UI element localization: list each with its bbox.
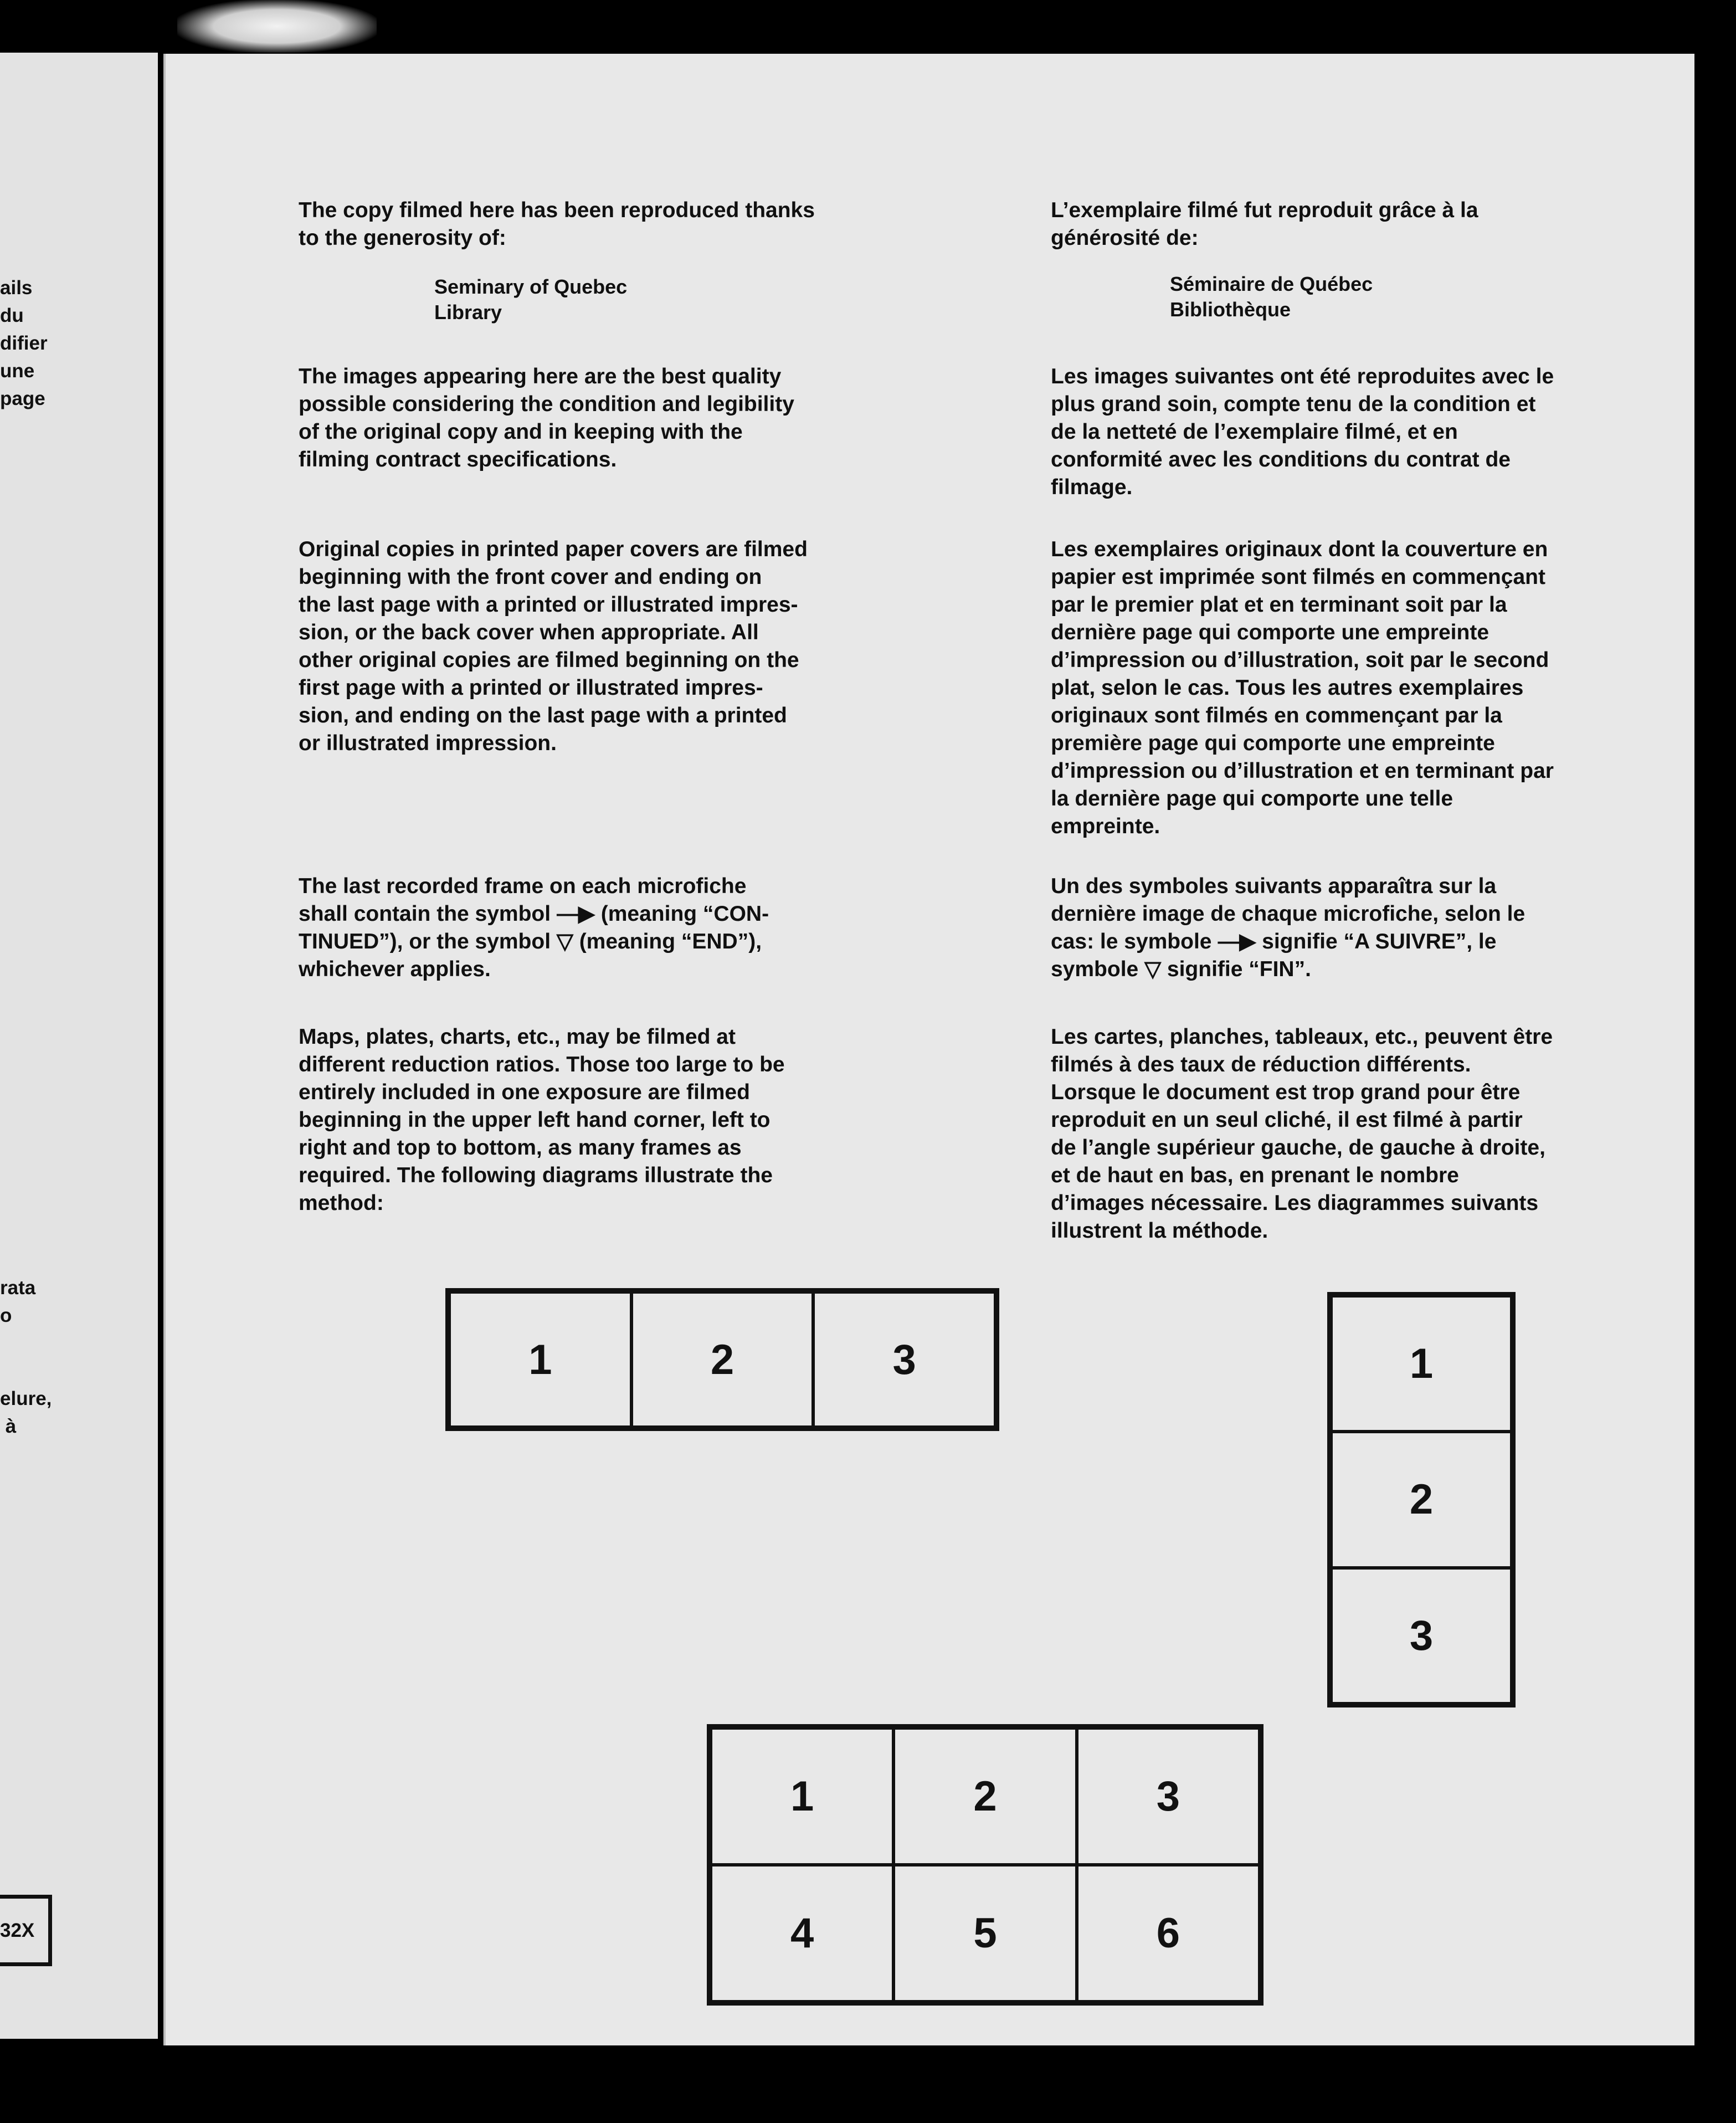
diagram-cell: 6 bbox=[1077, 1865, 1260, 2002]
diagram-cell: 2 bbox=[893, 1728, 1076, 1865]
left-fragment-3: elure, à bbox=[0, 1388, 52, 1437]
microfiche-notice-page bbox=[163, 54, 1694, 2045]
diagram-cell: 5 bbox=[893, 1865, 1076, 2002]
diagram-cell: 4 bbox=[711, 1865, 893, 2002]
vertical-frame-diagram bbox=[1327, 1292, 1516, 1707]
english-quality: The images appearing here are the best quality possible considering the condition and legibility of the original copy and in keeping with the filming contract specifications. bbox=[299, 365, 794, 471]
french-institution: Séminaire de Québec Bibliothèque bbox=[1170, 273, 1373, 321]
english-covers: Original copies in printed paper covers are filmed beginning with the front cover and ending on the last page with a printed or illustrated impres- sion, or the back cover when appropriate. All other original copies are filmed beginning on the first page with a printed or illustrated impres- sion, and ending on the last page with a printed or illustrated impression. bbox=[299, 537, 808, 755]
french-maps: Les cartes, planches, tableaux, etc., peuvent être filmés à des taux de réduction différents. Lorsque le document est trop grand pour être reproduit en un seul cliché, il est filmé à partir de l’angle supérieur gauche, de gauche à droite, et de haut en bas, en prenant le nombre d’images nécessaire. Les diagrammes suivants illustrent la méthode. bbox=[1051, 1025, 1553, 1243]
diagram-cell: 3 bbox=[813, 1292, 995, 1427]
french-covers: Les exemplaires originaux dont la couverture en papier est imprimée sont filmés en commençant par le premier plat et en terminant soit par la dernière page qui comporte une empreinte d’impression ou d’illustration, soit par le second plat, selon le cas. Tous les autres exemplaires originaux sont filmés en commençant par la première page qui comporte une empreinte d’impression ou d’illustration et en terminant par la dernière page qui comporte une telle empreinte. bbox=[1051, 537, 1554, 838]
english-thanks: The copy filmed here has been reproduced thanks to the generosity of: bbox=[299, 198, 815, 250]
diagram-cell: 1 bbox=[1331, 1296, 1512, 1432]
diagram-cell: 2 bbox=[631, 1292, 814, 1427]
left-fragment-2: rata o bbox=[0, 1277, 36, 1326]
scan-artifact bbox=[177, 0, 377, 53]
diagram-cell: 3 bbox=[1077, 1728, 1260, 1865]
left-fragment-1: ails du difier une page bbox=[0, 277, 48, 409]
diagram-cell: 3 bbox=[1331, 1568, 1512, 1704]
english-symbols: The last recorded frame on each microfiche shall contain the symbol —▶ (meaning “CON- TINUED”), or the symbol ▽ (meaning “END”), whichever applies. bbox=[299, 874, 769, 981]
grid-frame-diagram bbox=[707, 1724, 1264, 2006]
adjacent-page-fragment bbox=[0, 53, 158, 2039]
horizontal-frame-diagram bbox=[445, 1288, 999, 1431]
french-quality: Les images suivantes ont été reproduites avec le plus grand soin, compte tenu de la condition et de la netteté de l’exemplaire filmé, et en conformité avec les conditions du contrat de filmage. bbox=[1051, 365, 1554, 499]
french-symbols: Un des symboles suivants apparaîtra sur la dernière image de chaque microfiche, selon le cas: le symbole —▶ signifie “A SUIVRE”, le symbole ▽ signifie “FIN”. bbox=[1051, 874, 1526, 981]
english-maps: Maps, plates, charts, etc., may be filmed at different reduction ratios. Those too large to be entirely included in one exposure are filmed beginning in the upper left hand corner, left to right and top to bottom, as many frames as required. The following diagrams illustrate the method: bbox=[299, 1025, 785, 1215]
diagram-cell: 1 bbox=[711, 1728, 893, 1865]
diagram-cell: 2 bbox=[1331, 1432, 1512, 1567]
english-institution: Seminary of Quebec Library bbox=[434, 275, 628, 324]
french-thanks: L’exemplaire filmé fut reproduit grâce à la générosité de: bbox=[1051, 198, 1478, 250]
left-fragment-4: 32X bbox=[0, 1920, 35, 1941]
diagram-cell: 1 bbox=[449, 1292, 631, 1427]
